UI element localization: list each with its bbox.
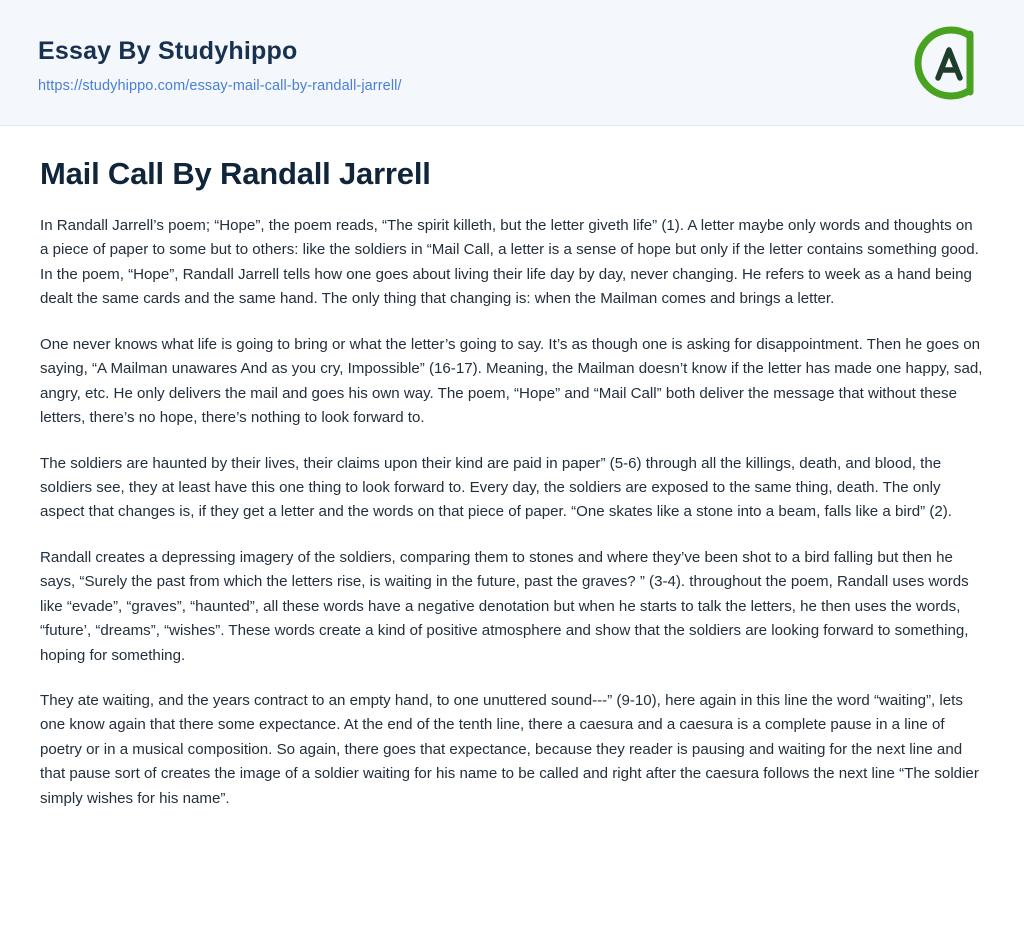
page-title: Mail Call By Randall Jarrell (40, 156, 431, 191)
article-body (40, 214, 984, 811)
brand-block (38, 38, 402, 95)
article-paragraph: In Randall Jarrell’s poem; “Hope”, the poem reads, “The spirit killeth, but the letter giveth life” (1). A letter maybe only words and thoughts on a piece of paper to some but to others: like the soldiers in “Mail Call, a letter is a sense of hope but only if the letter contains something good. In the poem, “Hope”, Randall Jarrell tells how one goes about living their life day by day, never changing. He refers to week as a hand being dealt the same cards and the same hand. The only thing that changing is: when the Mailman comes and brings a letter. (40, 217, 979, 308)
article-container (0, 126, 1024, 939)
article-paragraph: Randall creates a depressing imagery of the soldiers, comparing them to stones and where they’ve been shot to a bird falling but then he says, “Surely the past from which the letters rise, is waiting in the future, past the graves? ” (3-4). throughout the poem, Randall uses words like “evade”, “graves”, “haunted”, all these words have a negative denotation but when he starts to talk the letters, he then uses the words, “future’, “dreams”, “wishes”. These words create a kind of positive atmosphere and show that the soldiers are looking forward to something, hoping for something. (40, 548, 969, 664)
site-header (0, 0, 1024, 126)
letter-a-circle-logo-icon (908, 22, 990, 104)
article-paragraph: The soldiers are haunted by their lives, their claims upon their kind are paid in paper” (5-6) through all the killings, death, and blood, the soldiers see, they at least have this one thing to look forward to. Every day, the soldiers are exposed to the same thing, death. The only aspect that changes is, if they get a letter and the words on that piece of paper. “One skates like a stone into a beam, falls like a bird” (2). (40, 454, 952, 521)
article-paragraph: One never knows what life is going to bring or what the letter’s going to say. It’s as though one is asking for disappointment. Then he goes on saying, “A Mailman unawares And as you cry, Impossible” (16-17). Meaning, the Mailman doesn’t know if the letter has made one happy, sad, angry, etc. He only delivers the mail and goes his own way. The poem, “Hope” and “Mail Call” both deliver the message that without these letters, there’s no hope, there’s nothing to look forward to. (40, 335, 983, 427)
site-brand-title: Essay By Studyhippo (38, 37, 298, 65)
article-paragraph: They ate waiting, and the years contract to an empty hand, to one unuttered sound---” (9-10), here again in this line the word “waiting”, lets one know again that there some expectance. At the end of the tenth line, there a caesura and a caesura is a complete pause in a line of poetry or in a musical composition. So again, there goes that expectance, because they reader is pausing and waiting for the next line and that pause sort of creates the image of a soldier waiting for his name to be called and right after the caesura follows the next line “The soldier simply wishes for his name”. (40, 692, 979, 807)
site-url-link[interactable]: https://studyhippo.com/essay-mail-call-by-randall-jarrell/ (38, 77, 402, 94)
